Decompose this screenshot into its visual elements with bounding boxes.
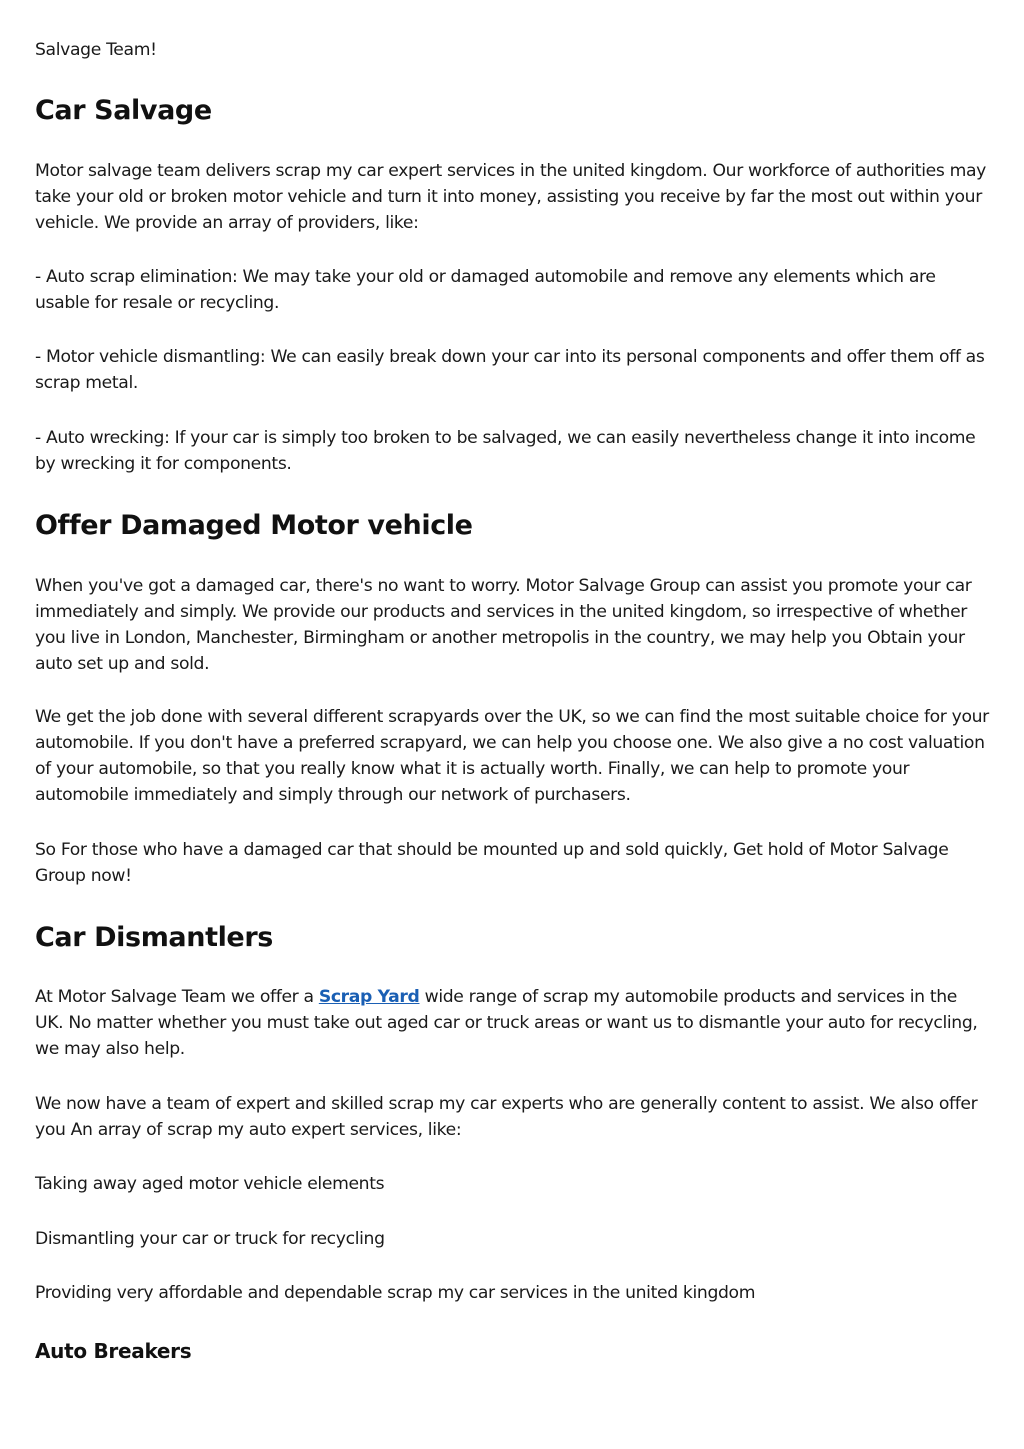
- car-salvage-item-dismantling: - Motor vehicle dismantling: We can easily break down your car into its personal components and offer them off as scrap metal.: [35, 347, 985, 393]
- car-salvage-item-wrecking: - Auto wrecking: If your car is simply too broken to be salvaged, we can easily nevertheless change it into income by wrecking it for components.: [35, 428, 976, 474]
- dismantlers-item-recycling: Dismantling your car or truck for recycling: [35, 1229, 385, 1249]
- damaged-paragraph-3: So For those who have a damaged car that should be mounted up and sold quickly, Get hold of Motor Salvage Group now!: [35, 840, 949, 886]
- damaged-paragraph-1: When you've got a damaged car, there's no want to worry. Motor Salvage Group can assist you promote your car immediately and simply. We provide our products and services in the united kingdom, so irrespective of whether you live in London, Manchester, Birmingham or another metropolis in the country, we may help you Obtain your auto set up and sold.: [35, 576, 972, 674]
- car-salvage-intro: Motor salvage team delivers scrap my car expert services in the united kingdom. Our workforce of authorities may take your old or broken motor vehicle and turn it into money, assisting you receive by far the most out within your vehicle. We provide an array of providers, like:: [35, 161, 986, 233]
- dismantlers-paragraph-1: [35, 984, 990, 1062]
- dismantlers-item-removing-parts: Taking away aged motor vehicle elements: [35, 1174, 385, 1194]
- dismantlers-paragraph-2: We now have a team of expert and skilled scrap my car experts who are generally content to assist. We also offer you An array of scrap my auto expert services, like:: [35, 1094, 978, 1140]
- dismantlers-p1-text-before: At Motor Salvage Team we offer a: [35, 987, 319, 1007]
- dismantlers-item-affordable: Providing very affordable and dependable scrap my car services in the united kingdom: [35, 1283, 756, 1303]
- heading-car-dismantlers: Car Dismantlers: [35, 922, 273, 953]
- heading-auto-breakers: Auto Breakers: [35, 1339, 192, 1363]
- damaged-paragraph-2: We get the job done with several different scrapyards over the UK, so we can find the most suitable choice for your automobile. If you don't have a preferred scrapyard, we can help you choose one. We also give a no cost valuation of your automobile, so that you really know what it is actually worth. Finally, we can help to promote your automobile immediately and simply through our network of purchasers.: [35, 707, 989, 805]
- intro-fragment: Salvage Team!: [35, 40, 157, 60]
- dismantlers-p1-text-after: wide range of scrap my automobile products and services in the UK. No matter whether you must take out aged car or truck areas or want us to dismantle your auto for recycling, we may also help.: [35, 987, 978, 1059]
- heading-offer-damaged: Offer Damaged Motor vehicle: [35, 510, 473, 541]
- scrap-yard-link[interactable]: Scrap Yard: [318, 987, 420, 1007]
- heading-car-salvage: Car Salvage: [35, 95, 212, 126]
- car-salvage-item-scrap-elimination: - Auto scrap elimination: We may take your old or damaged automobile and remove any elements which are usable for resale or recycling.: [35, 267, 936, 313]
